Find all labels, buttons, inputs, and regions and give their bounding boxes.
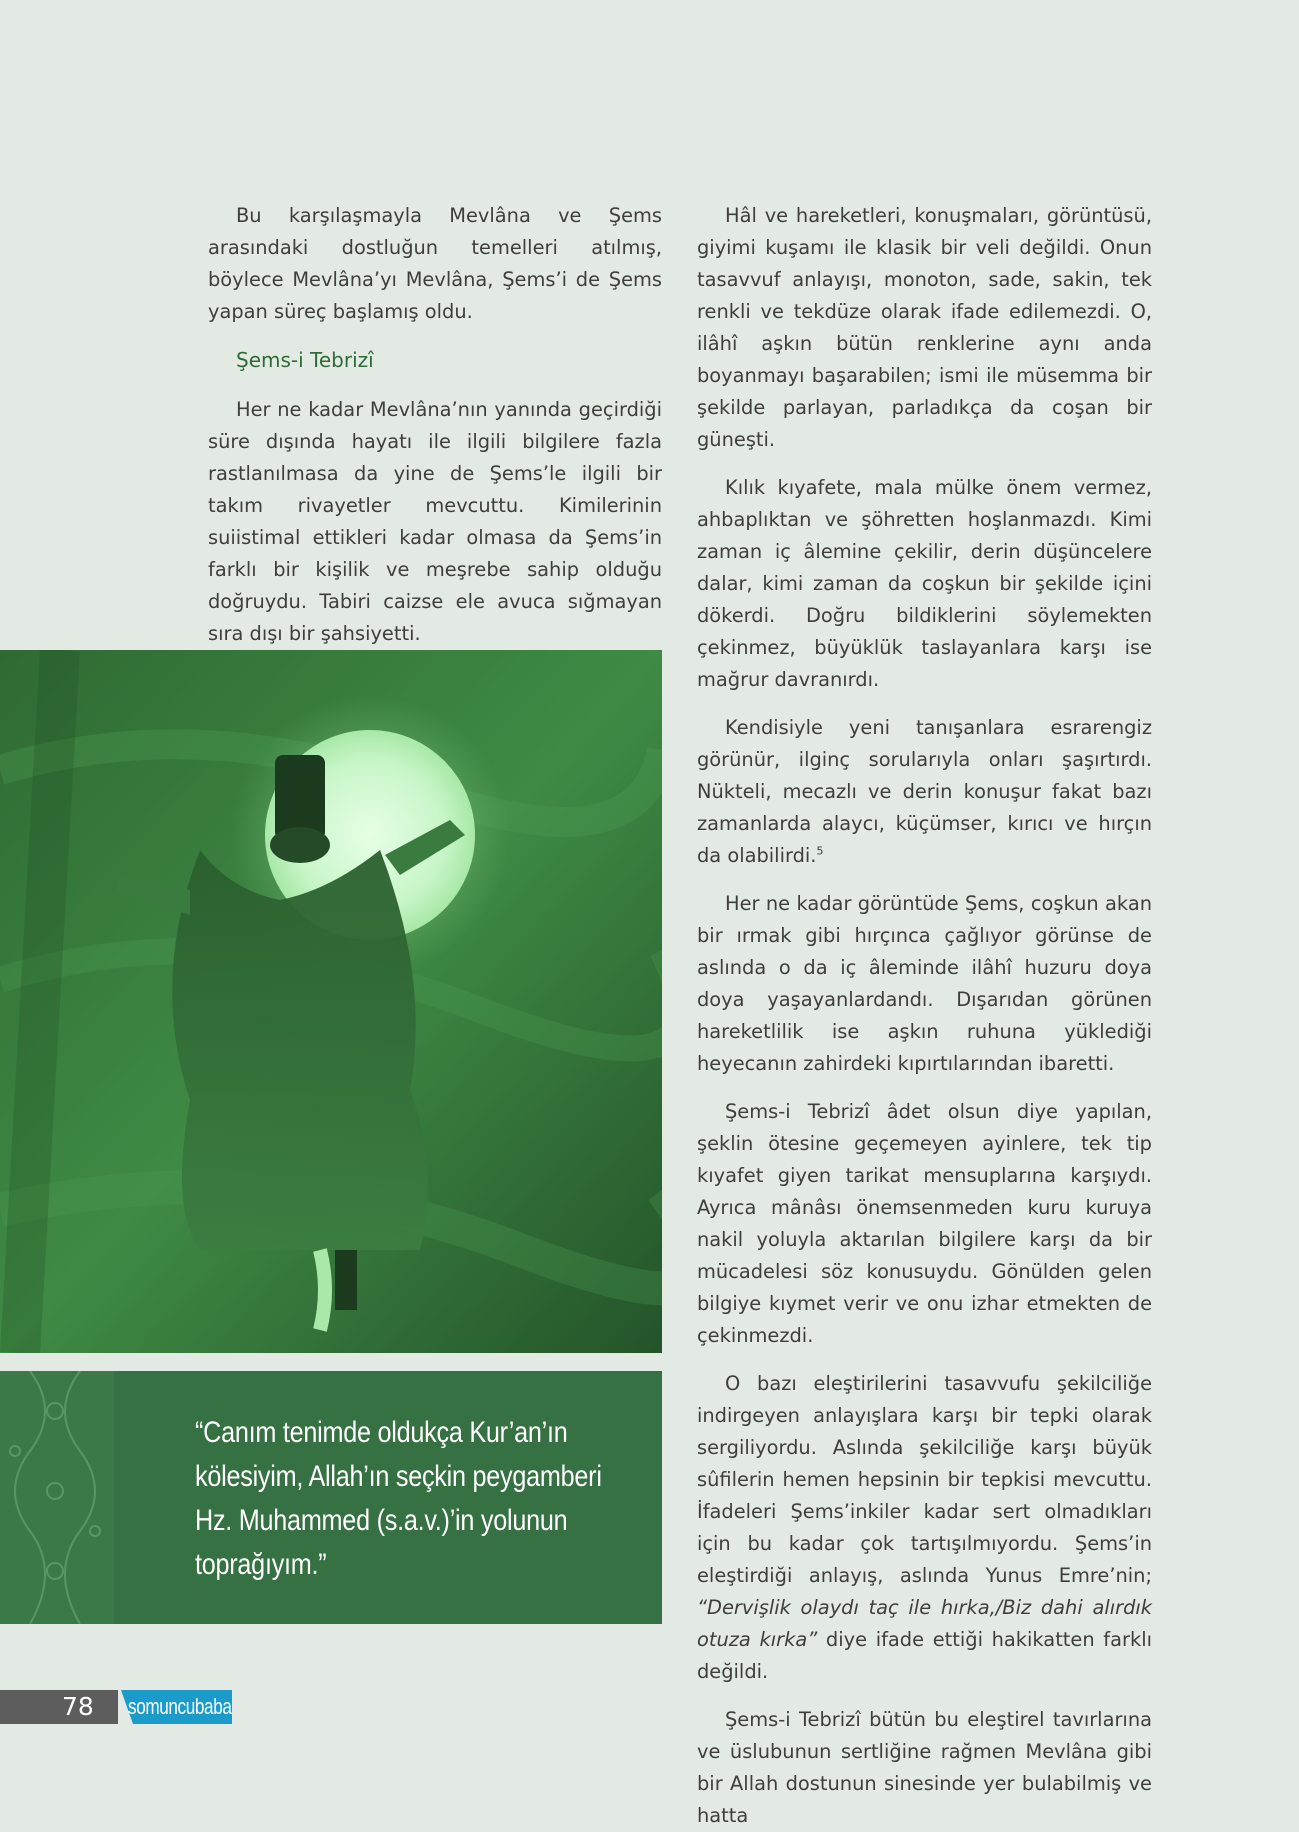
whirling-dervish-illustration xyxy=(0,650,662,1353)
paragraph-text: O bazı eleştirilerini tasavvufu şekilciliğe indirgeyen anlayışlara karşı bir tepki olarak sergiliyordu. Aslında şekilciliğe karşı büyük sûfilerin hemen hepsinin bir tepkisi mevcuttu. İfadeleri Şems’inkiler kadar sert olmadıkları için bu kadar çok tartışılmıyordu. Şems’in eleştirdiği anlayış, aslında Yunus Emre’nin; xyxy=(697,1372,1152,1587)
page-number-band xyxy=(0,1690,118,1724)
ornamental-pattern-strip xyxy=(0,1371,114,1624)
section-subheading: Şems-i Tebrizî xyxy=(236,348,374,372)
brand-logo-text: somuncubaba xyxy=(128,1694,232,1719)
page-number: 78 xyxy=(62,1692,94,1721)
paragraph: Her ne kadar görüntüde Şems, coşkun akan bir ırmak gibi hırçınca çağlıyor görünse de aslında o da iç âleminde ilâhî huzuru doya doya yaşayanlardandı. Dışarıdan görünen hareketlilik ise aşkın ruhuna yüklediği heyecanın zahirdeki kıpırtılarından ibaretti. xyxy=(697,892,1152,1075)
paragraph: Her ne kadar Mevlâna’nın yanında geçirdiği süre dışında hayatı ile ilgili bilgilere fazla rastlanılmasa da yine de Şems’le ilgili bir takım rivayetler mevcuttu. Kimilerinin suiistimal ettikleri kadar olmasa da Şems’in farklı bir kişilik ve meşrebe sahip olduğu doğruydu. Tabiri caizse ele avuca sığmayan sıra dışı bir şahsiyetti. xyxy=(208,398,662,645)
paragraph-text: diye ifade ettiği hakikatten farklı değildi. xyxy=(697,1628,1152,1683)
pull-quote-box xyxy=(0,1371,662,1624)
paragraph xyxy=(697,712,1152,872)
left-text-column xyxy=(208,200,662,666)
paragraph: Kılık kıyafete, mala mülke önem vermez, ahbaplıktan ve şöhretten hoşlanmazdı. Kimi zaman iç âlemine çekilir, derin düşüncelere dalar, kimi zaman da coşkun bir şekilde içini dökerdi. Doğru bildiklerini söylemekten çekinmez, büyüklük taslayanlara karşı ise mağrur davranırdı. xyxy=(697,476,1152,691)
pull-quote-text: “Canım tenimde oldukça Kur’an’ın kölesiyim, Allah’ın seçkin peygamberi Hz. Muhammed (s.a.v.)’in yolunun toprağıyım.” xyxy=(195,1416,602,1581)
paragraph: Şems-i Tebrizî bütün bu eleştirel tavırlarına ve üslubunun sertliğine rağmen Mevlâna gibi bir Allah dostunun sinesinde yer bulabilmiş ve hatta xyxy=(697,1708,1152,1827)
paragraph: Şems-i Tebrizî âdet olsun diye yapılan, şeklin ötesine geçemeyen ayinlere, tek tip kıyafet giyen tarikat mensuplarına karşıydı. Ayrıca mânâsı önemsenmeden kuru kuruya nakil yoluyla aktarılan bilgilere karşı da bir mücadelesi söz konusuydu. Gönülden gelen bilgiye kıymet verir ve onu izhar etmekten de çekinmezdi. xyxy=(697,1100,1152,1347)
footnote-marker: 5 xyxy=(816,844,824,858)
paragraph: Bu karşılaşmayla Mevlâna ve Şems arasındaki dostluğun temelleri atılmış, böylece Mevlâna’yı Mevlâna, Şems’i de Şems yapan süreç başlamış oldu. xyxy=(208,204,662,323)
page-footer xyxy=(0,1690,232,1724)
yunus-emre-quote: “Dervişlik olaydı taç ile hırka,/Biz dahi alırdık otuza kırka” xyxy=(697,1596,1152,1651)
paragraph: Hâl ve hareketleri, konuşmaları, görüntüsü, giyimi kuşamı ile klasik bir veli değildi. Onun tasavvuf anlayışı, monoton, sade, sakin, tek renkli ve tekdüze olarak ifade edilemezdi. O, ilâhî aşkın bütün renklerine aynı anda boyanmayı başarabilen; ismi ile müsemma bir şekilde parlayan, parladıkça da coşan bir güneşti. xyxy=(697,204,1152,451)
right-text-column xyxy=(697,200,1152,1832)
paragraph xyxy=(697,1368,1152,1688)
paragraph-text: Kendisiyle yeni tanışanlara esrarengiz görünür, ilginç sorularıyla onları şaşırtırdı. Nükteli, mecazlı ve derin konuşur fakat bazı zamanlarda alaycı, küçümser, kırıcı ve hırçın da olabilirdi. xyxy=(697,716,1152,867)
